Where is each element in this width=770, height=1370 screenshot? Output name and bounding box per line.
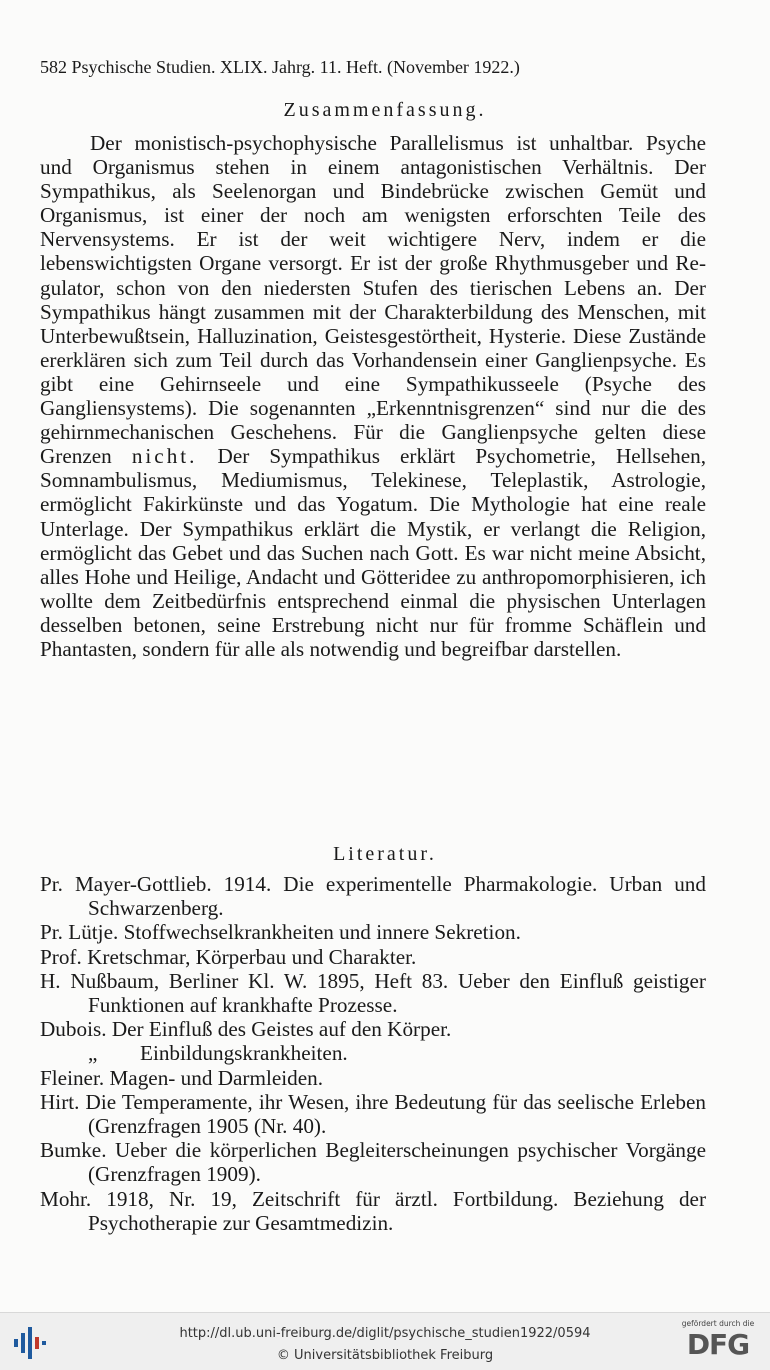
- reference-text: Körperbau und Charakter.: [190, 944, 417, 969]
- reference-item: [40, 1187, 706, 1235]
- reference-text: Ueber die körperlichen Begleiterscheinungen psychischer Vorgänge (Grenzfragen 1909).: [88, 1138, 706, 1187]
- reference-text: Magen- und Darmleiden.: [104, 1065, 324, 1090]
- dfg-caption: gefördert durch die: [681, 1319, 755, 1328]
- reference-author: Fleiner.: [40, 1065, 105, 1090]
- viewer-footer: [0, 1312, 770, 1370]
- summary-heading: Zusammenfassung.: [283, 99, 487, 121]
- dfg-logo-text: DFG: [686, 1328, 750, 1361]
- running-header: 582 Psychische Studien. XLIX. Jahrg. 11. Heft. (November 1922.): [40, 57, 520, 77]
- reference-text: Stoffwechselkrankheiten und innere Sekretion.: [118, 920, 521, 945]
- ditto-mark: „: [88, 1041, 98, 1066]
- reference-author: Pr. Lütje.: [40, 920, 119, 945]
- reference-item: [40, 1017, 706, 1041]
- reference-author: Prof. Kretschmar,: [40, 944, 191, 969]
- reference-author: Dubois.: [40, 1017, 107, 1042]
- reference-author: Mohr.: [40, 1186, 92, 1211]
- reference-list: [40, 872, 706, 1235]
- reference-text: Einbildungskrankheiten.: [140, 1041, 348, 1066]
- permalink[interactable]: http://dl.ub.uni-freiburg.de/diglit/psychische_studien1922/0594: [179, 1326, 591, 1341]
- reference-text: Berliner Kl. W. 1895, Heft 83. Ueber den Einfluß geistiger Funktionen auf krankhafte Prozesse.: [88, 968, 706, 1018]
- reference-item: [40, 1138, 706, 1186]
- reference-item: [40, 945, 706, 969]
- reference-item: [40, 1066, 706, 1090]
- reference-item: [40, 1041, 706, 1065]
- reference-text: Der Einfluß des Geistes auf den Körper.: [106, 1017, 452, 1042]
- reference-author: Pr. Mayer-Gottlieb.: [40, 872, 212, 896]
- literature-heading: Literatur.: [333, 843, 437, 865]
- reference-text: 1914. Die experimentelle Pharmakologie. Urban und Schwarzenberg.: [88, 872, 706, 921]
- reference-item: [40, 920, 706, 944]
- reference-item: [40, 872, 706, 920]
- reference-item: [40, 1090, 706, 1138]
- reference-author: Bumke.: [40, 1138, 107, 1163]
- copyright-notice: © Universitätsbibliothek Freiburg: [276, 1348, 494, 1363]
- reference-author: Hirt.: [40, 1089, 80, 1114]
- reference-text: 1918, Nr. 19, Zeitschrift für ärztl. Fortbildung. Beziehung der Psychotherapie zur Gesamtmedizin.: [88, 1186, 706, 1235]
- reference-author: H. Nußbaum,: [40, 968, 160, 993]
- emphasized-word: nicht.: [131, 444, 198, 469]
- reference-item: [40, 969, 706, 1017]
- summary-text-part-1: Der monistisch-psychophysische Parallelismus ist unhaltbar. Psyche und Organismus stehen in einem antagonistischen Verhältnis. Der Sympathikus, als Seelenorgan und Bindebrücke zwischen Gemüt und Organismus, ist einer der noch am wenigsten erforschten Teile des Nervensystems. Er ist der weit wichtigere Nerv, indem er die lebenswichtigsten Organe versorgt. Er ist der große Rhythmusgeber und Regulator, schon von den niedersten Stufen des tierischen Lebens an. Der Sympathikus hängt zusammen mit der Charakterbildung des Menschen, mit Unterbewußtsein, Halluzination, Geistesgestörtheit, Hysterie. Diese Zustände ererklären sich zum Teil durch das Vorhandensein einer Ganglienpsyche. Es gibt eine Gehirnseele und eine Sympathikusseele (Psyche des Gangliensystems). Die sogenannten „Erkenntnisgrenzen“ sind nur die des gehirnmechanischen Geschehens. Für die Ganglienpsyche gelten diese Grenzen: [40, 131, 706, 469]
- summary-paragraph: [40, 131, 706, 661]
- summary-text-part-2: Der Sympathikus erklärt Psychometrie, Hellsehen, Somnambulismus, Mediumismus, Telekinese, Teleplastik, Astrologie, ermöglicht Fakirkünste und das Yogatum. Die Mythologie hat eine reale Unterlage. Der Sympathikus erklärt die Mystik, er verlangt die Religion, ermöglicht das Gebet und das Suchen nach Gott. Es war nicht meine Absicht, alles Hohe und Heilige, Andacht und Götteridee zu anthropomorphisieren, ich wollte dem Zeitbedürfnis entsprechend einmal die physischen Unterlagen desselben betonen, seine Erstrebung nicht nur für fromme Schäflein und Phantasten, sondern für alle als notwendig und begreifbar darstellen.: [40, 444, 706, 661]
- dfg-logo[interactable]: [676, 1319, 760, 1365]
- reference-text: Die Temperamente, ihr Wesen, ihre Bedeutung für das seelische Erleben (Grenzfragen 1905 (Nr. 40).: [79, 1089, 706, 1139]
